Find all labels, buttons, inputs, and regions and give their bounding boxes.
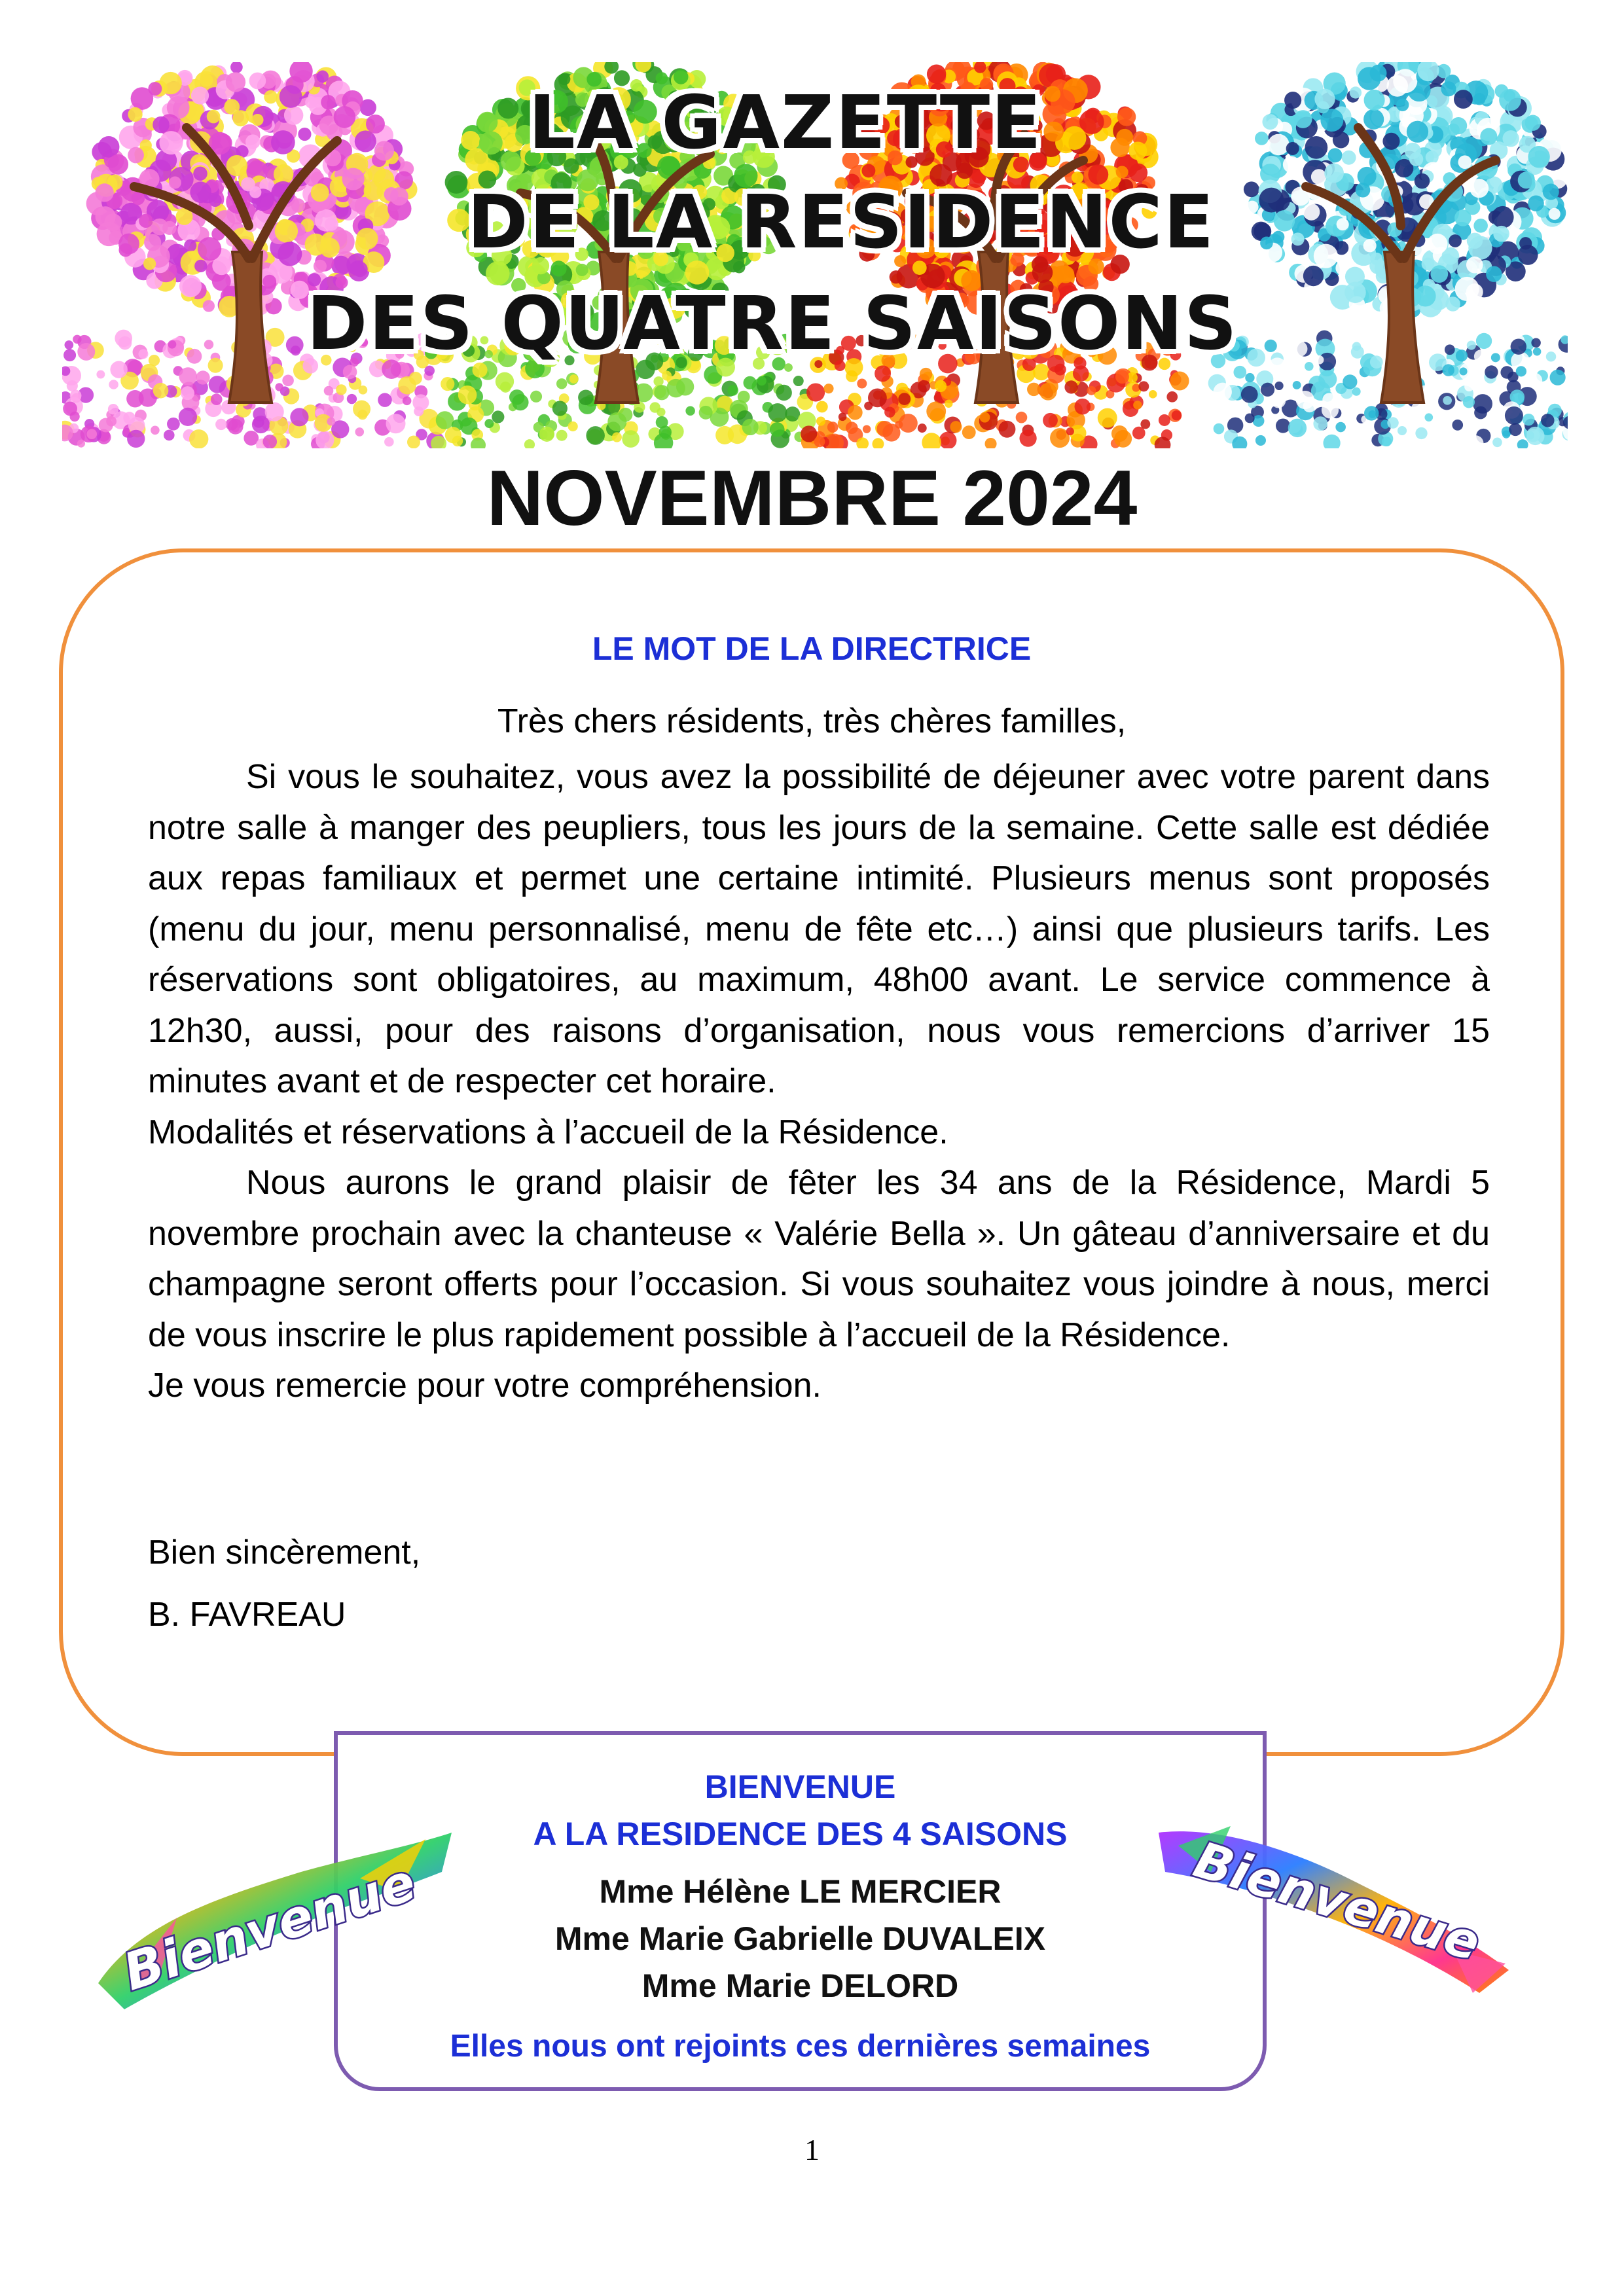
- page-number: 1: [804, 2133, 820, 2166]
- letter-paragraph: Je vous remercie pour votre compréhension.: [148, 1367, 821, 1405]
- bienvenue-sticker-icon: [1152, 1806, 1519, 2003]
- sticker-label: Bienvenue: [1187, 1830, 1487, 1973]
- new-resident-name: Mme Marie DELORD: [641, 1967, 959, 2004]
- new-resident-name: Mme Hélène LE MERCIER: [599, 1873, 1001, 1910]
- banner-title-line-3: DES QUATRE SAISONS: [306, 281, 1238, 367]
- banner-title-line-2: DE LA RESIDENCE: [467, 180, 1216, 265]
- letter-paragraph: Modalités et réservations à l’accueil de la Résidence.: [148, 1113, 948, 1151]
- director-letter-box: [59, 548, 1564, 1756]
- sticker-label: Bienvenue: [117, 1853, 423, 2003]
- welcome-box: [334, 1731, 1267, 2091]
- letter-paragraph: Nous aurons le grand plaisir de fêter les 34 ans de la Résidence, Mardi 5 novembre prochain avec la chanteuse « Valérie Bella ». Un gâteau d’anniversaire et du champagne seront offerts pour l’occasion. Si vous souhaitez vous joindre à nous, merci de vous inscrire le plus rapidement possible à l’accueil de la Résidence.: [148, 1164, 1490, 1354]
- bienvenue-sticker-icon: [85, 1820, 465, 2016]
- welcome-footer-note: Elles nous ont rejoints ces dernières semaines: [450, 2029, 1151, 2064]
- letter-paragraph: Si vous le souhaitez, vous avez la possibilité de déjeuner avec votre parent dans notre salle à manger des peupliers, tous les jours de la semaine. Cette salle est dédiée aux repas familiaux et permet une certaine intimité. Plusieurs menus sont proposés (menu du jour, menu personnalisé, menu de fête etc…) ainsi que plusieurs tarifs. Les réservations sont obligatoires, au maximum, 48h00 avant. Le service commence à 12h30, aussi, pour des raisons d’organisation, nous vous remercions d’arriver 15 minutes avant et de respecter cet horaire.: [148, 758, 1490, 1100]
- welcome-subtitle: A LA RESIDENCE DES 4 SAISONS: [533, 1816, 1068, 1852]
- director-letter-greeting: Très chers résidents, très chères familles,: [497, 702, 1127, 740]
- welcome-title: BIENVENUE: [704, 1768, 896, 1805]
- letter-signature: B. FAVREAU: [148, 1596, 346, 1634]
- director-letter-heading: LE MOT DE LA DIRECTRICE: [592, 630, 1032, 667]
- director-letter-body: [148, 752, 1490, 1412]
- header-banner: [62, 62, 1568, 448]
- letter-closing: Bien sincèrement,: [148, 1534, 421, 1571]
- issue-month-title: NOVEMBRE 2024: [486, 454, 1138, 542]
- new-resident-name: Mme Marie Gabrielle DUVALEIX: [554, 1920, 1046, 1957]
- banner-title-line-1: LA GAZETTE: [528, 81, 1043, 166]
